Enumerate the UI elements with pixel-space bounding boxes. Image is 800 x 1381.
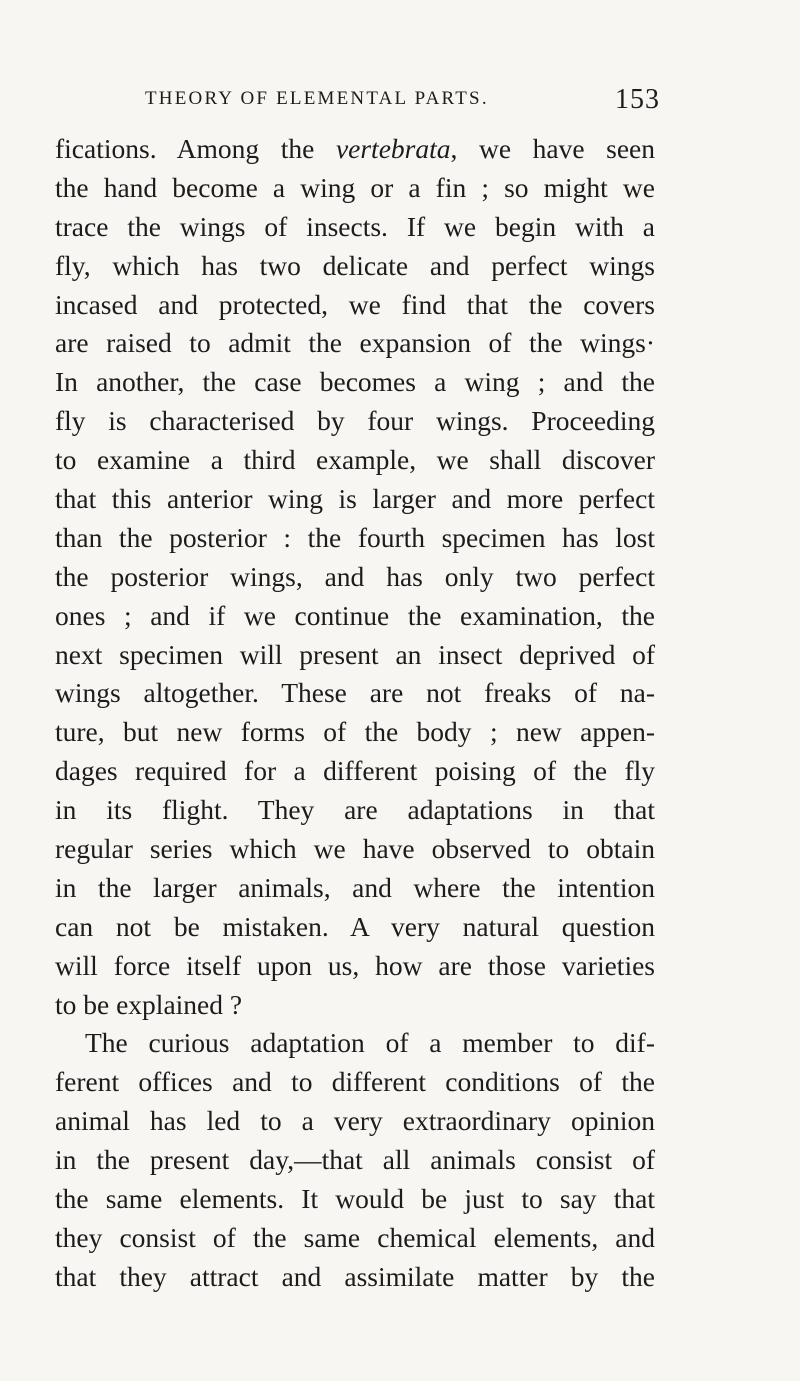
text-line: will force itself upon us, how are those varieties (55, 949, 655, 981)
text-line: in its flight. They are adaptations in that (55, 794, 655, 826)
text-line-1 (55, 130, 655, 169)
text-line: animal has led to a very extraordinary opinion (55, 1105, 655, 1137)
text-line: trace the wings of insects. If we begin with a (55, 210, 655, 242)
page-header (145, 84, 660, 128)
text-line: than the posterior : the fourth specimen has lost (55, 521, 655, 553)
text-line-paragraph-end: to be explained ? (55, 988, 243, 1020)
text-line: next specimen will present an insect deprived of (55, 638, 655, 670)
line-1-italic: vertebrata (335, 133, 451, 164)
running-head: THEORY OF ELEMENTAL PARTS. (145, 88, 489, 109)
text-line: that this anterior wing is larger and more perfect (55, 483, 655, 515)
text-line: fly, which has two delicate and perfect wings (55, 249, 655, 281)
text-line: to examine a third example, we shall discover (55, 444, 655, 476)
line-1-pre: fications. Among the (55, 133, 336, 164)
text-line: are raised to admit the expansion of the wings· (55, 327, 655, 359)
body-text (55, 130, 655, 1297)
text-line: wings altogether. These are not freaks of na- (55, 677, 655, 709)
text-line: In another, the case becomes a wing ; and the (55, 366, 655, 398)
text-line: in the present day,—that all animals consist of (55, 1144, 655, 1176)
text-line: that they attract and assimilate matter by the (55, 1260, 655, 1292)
text-line: regular series which we have observed to obtain (55, 833, 655, 865)
text-line: they consist of the same chemical elements, and (55, 1221, 655, 1253)
text-line: the same elements. It would be just to say that (55, 1183, 655, 1215)
text-line: ferent offices and to different conditions of the (55, 1066, 655, 1098)
text-line: fly is characterised by four wings. Proceeding (55, 405, 655, 437)
text-line-paragraph-start: The curious adaptation of a member to dif- (85, 1027, 655, 1059)
text-line: the hand become a wing or a fin ; so might we (55, 171, 655, 203)
text-line: the posterior wings, and has only two perfect (55, 560, 655, 592)
page-number: 153 (615, 84, 660, 115)
text-line: dages required for a different poising of the fly (55, 755, 655, 787)
line-1-post: , we have seen (450, 133, 655, 164)
text-line: incased and protected, we find that the covers (55, 288, 655, 320)
text-line: ture, but new forms of the body ; new appen- (55, 716, 655, 748)
text-line: ones ; and if we continue the examination, the (55, 599, 655, 631)
text-line: can not be mistaken. A very natural question (55, 910, 655, 942)
text-line: in the larger animals, and where the intention (55, 871, 655, 903)
